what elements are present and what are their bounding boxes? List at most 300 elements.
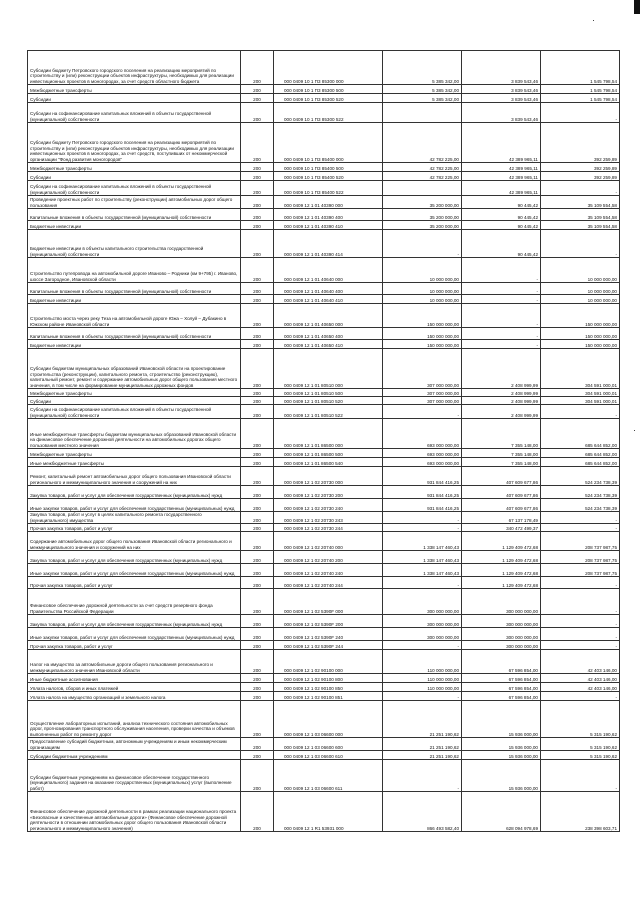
row-unexecuted-amount-cell: -: [541, 181, 620, 196]
row-executed-amount-cell: 90 445,42: [462, 221, 541, 230]
row-approved-amount-cell: 35 200 000,00: [383, 221, 462, 230]
row-executed-amount-cell: 407 609 677,86: [462, 486, 541, 499]
row-approved-amount-cell: 110 000 000,00: [383, 650, 462, 674]
row-executed-amount-cell: 1 129 409 472,68: [462, 564, 541, 577]
table-row: [28, 163, 620, 172]
row-name-cell: Субсидии на софинансирование капитальных вложений в объекты государственной (муниципальной) собственности: [28, 405, 241, 419]
row-executed-amount-cell: 7 355 148,00: [462, 449, 541, 458]
row-classification-code-cell: 000 0409 12 1 01 80510 000: [274, 349, 383, 389]
row-name-cell: Уплата налога на имущество организаций и земельного налога: [28, 692, 241, 701]
row-name-cell: Финансовое обеспечение дорожной деятельности в рамках реализации национального проекта «Безопасные и качественные автомобильные дороги» (Финансовое обеспечение дорожной деятельности в отношении автомобильных дорог общего пользования Ивановской области регионального и межмуниципального значения): [28, 792, 241, 832]
table-row: [28, 349, 620, 389]
row-unexecuted-amount-cell: 304 591 000,01: [541, 389, 620, 397]
row-approved-amount-cell: 150 000 000,00: [383, 340, 462, 349]
row-executed-amount-cell: -: [462, 283, 541, 295]
row-executed-amount-cell: 90 445,42: [462, 196, 541, 209]
row-classification-code-cell: 000 0409 12 1 02 90100 000: [274, 650, 383, 674]
row-classification-code-cell: 000 0409 12 1 02 20730 200: [274, 486, 383, 499]
row-executed-amount-cell: 300 000 000,00: [462, 615, 541, 628]
row-code-cell: 200: [241, 458, 274, 467]
row-name-cell: Иные межбюджетные трансферты бюджетам муниципальных образований Ивановской области на финансовое обеспечение дорожной деятельности на автомобильных дорогах общего пользования местного значения: [28, 419, 241, 449]
row-executed-amount-cell: 42 389 965,11: [462, 181, 541, 196]
row-code-cell: 200: [241, 449, 274, 458]
table-row: [28, 230, 620, 258]
row-name-cell: Финансовое обеспечение дорожной деятельности за счет средств резервного фонда Правительства Российской Федерации: [28, 589, 241, 615]
row-code-cell: 200: [241, 577, 274, 589]
table-row: [28, 532, 620, 551]
row-unexecuted-amount-cell: -: [541, 577, 620, 589]
row-executed-amount-cell: 7 355 148,00: [462, 458, 541, 467]
row-name-cell: Иные закупки товаров, работ и услуг для обеспечения государственных (муниципальных) нужд: [28, 628, 241, 641]
row-executed-amount-cell: 67 596 854,00: [462, 692, 541, 701]
row-name-cell: Предоставление субсидий бюджетным, автономным учреждениям и иным некоммерческим организациям: [28, 738, 241, 751]
row-classification-code-cell: 000 0409 12 1 02 20740 000: [274, 532, 383, 551]
row-unexecuted-amount-cell: 150 000 000,00: [541, 328, 620, 340]
row-approved-amount-cell: -: [383, 512, 462, 524]
row-executed-amount-cell: 67 596 854,00: [462, 674, 541, 683]
row-executed-amount-cell: 300 000 000,00: [462, 589, 541, 615]
row-code-cell: 200: [241, 512, 274, 524]
row-unexecuted-amount-cell: 304 591 000,01: [541, 349, 620, 389]
row-name-cell: Межбюджетные трансферты: [28, 449, 241, 458]
row-code-cell: 200: [241, 499, 274, 512]
row-code-cell: 200: [241, 123, 274, 163]
row-classification-code-cell: 000 0409 12 1 01 80510 520: [274, 397, 383, 405]
table-row: [28, 589, 620, 615]
row-classification-code-cell: 000 0409 10 1 П3 85400 000: [274, 123, 383, 163]
row-approved-amount-cell: 1 338 147 460,43: [383, 564, 462, 577]
table-row: [28, 512, 620, 524]
row-code-cell: 200: [241, 524, 274, 532]
row-executed-amount-cell: 67 596 854,00: [462, 683, 541, 692]
table-row: [28, 123, 620, 163]
row-executed-amount-cell: 3 839 543,46: [462, 51, 541, 85]
row-unexecuted-amount-cell: 685 644 852,00: [541, 458, 620, 467]
row-classification-code-cell: 000 0409 12 1 02 90100 851: [274, 692, 383, 701]
row-code-cell: 200: [241, 628, 274, 641]
row-code-cell: 200: [241, 589, 274, 615]
row-unexecuted-amount-cell: 42 403 146,00: [541, 674, 620, 683]
row-name-cell: Строительство моста через реку Теза на автомобильной дороге Южа – Холуй – Дубакино в Южском районе Ивановской области: [28, 304, 241, 328]
table-row: [28, 701, 620, 738]
row-name-cell: Субсидии бюджетным учреждениям: [28, 751, 241, 760]
row-code-cell: 200: [241, 196, 274, 209]
row-approved-amount-cell: 42 782 225,00: [383, 123, 462, 163]
row-approved-amount-cell: 10 000 000,00: [383, 258, 462, 283]
row-classification-code-cell: 000 0409 10 1 П3 85300 000: [274, 51, 383, 85]
row-name-cell: Уплата налогов, сборов и иных платежей: [28, 683, 241, 692]
row-approved-amount-cell: 307 000 000,00: [383, 389, 462, 397]
row-executed-amount-cell: -: [462, 295, 541, 304]
row-name-cell: Субсидии: [28, 172, 241, 181]
row-code-cell: 200: [241, 467, 274, 486]
row-unexecuted-amount-cell: 10 000 000,00: [541, 258, 620, 283]
row-approved-amount-cell: 150 000 000,00: [383, 328, 462, 340]
row-unexecuted-amount-cell: 685 644 852,00: [541, 419, 620, 449]
row-classification-code-cell: 000 0409 12 1 01 40650 410: [274, 340, 383, 349]
scan-speck: [634, 430, 635, 431]
row-executed-amount-cell: 15 936 000,00: [462, 738, 541, 751]
row-executed-amount-cell: -: [462, 304, 541, 328]
row-approved-amount-cell: 5 385 342,00: [383, 51, 462, 85]
row-code-cell: 200: [241, 751, 274, 760]
row-code-cell: 200: [241, 283, 274, 295]
row-unexecuted-amount-cell: 685 644 852,00: [541, 449, 620, 458]
row-unexecuted-amount-cell: 5 315 190,62: [541, 738, 620, 751]
row-approved-amount-cell: 931 844 416,25: [383, 486, 462, 499]
table-row: [28, 751, 620, 760]
row-executed-amount-cell: 15 936 000,00: [462, 751, 541, 760]
row-name-cell: Бюджетные инвестиции: [28, 340, 241, 349]
row-approved-amount-cell: -: [383, 230, 462, 258]
row-code-cell: 200: [241, 486, 274, 499]
row-approved-amount-cell: 21 251 190,62: [383, 701, 462, 738]
row-executed-amount-cell: 1 129 409 472,68: [462, 577, 541, 589]
row-code-cell: 200: [241, 389, 274, 397]
row-approved-amount-cell: 931 844 416,25: [383, 467, 462, 486]
row-code-cell: 200: [241, 349, 274, 389]
table-row: [28, 486, 620, 499]
row-executed-amount-cell: 42 389 965,11: [462, 172, 541, 181]
row-approved-amount-cell: 693 000 000,00: [383, 419, 462, 449]
row-executed-amount-cell: 2 408 999,99: [462, 397, 541, 405]
row-approved-amount-cell: 110 000 000,00: [383, 683, 462, 692]
row-executed-amount-cell: 407 609 677,86: [462, 467, 541, 486]
row-code-cell: 200: [241, 419, 274, 449]
row-classification-code-cell: 000 0409 10 1 П3 85300 522: [274, 103, 383, 123]
table-row: [28, 172, 620, 181]
row-classification-code-cell: 000 0409 12 1 03 06600 600: [274, 738, 383, 751]
row-classification-code-cell: 000 0409 12 1 01 86500 540: [274, 458, 383, 467]
row-name-cell: Субсидии бюджету Петровского городского поселения на реализацию мероприятий по строительству и (или) реконструкции объектов инфраструктуры, необходимых для реализации инвестиционных проектов в моногородах, за счет средств, поступивших от некоммерческой организации "Фонд развития моногородов": [28, 123, 241, 163]
row-unexecuted-amount-cell: 1 545 798,54: [541, 51, 620, 85]
row-unexecuted-amount-cell: 208 737 987,75: [541, 564, 620, 577]
row-name-cell: Иные закупки товаров, работ и услуг для обеспечения государственных (муниципальных) нужд: [28, 499, 241, 512]
row-code-cell: 200: [241, 328, 274, 340]
row-classification-code-cell: 000 0409 10 1 П3 85300 520: [274, 94, 383, 103]
row-classification-code-cell: 000 0409 12 1 01 40640 400: [274, 283, 383, 295]
row-classification-code-cell: 000 0409 12 1 02 5390F 200: [274, 615, 383, 628]
row-code-cell: 200: [241, 692, 274, 701]
row-name-cell: Прочая закупка товаров, работ и услуг: [28, 524, 241, 532]
table-row: [28, 51, 620, 85]
row-classification-code-cell: 000 0409 12 1 01 86500 000: [274, 419, 383, 449]
row-unexecuted-amount-cell: 10 000 000,00: [541, 283, 620, 295]
row-classification-code-cell: 000 0409 12 1 03 06600 000: [274, 701, 383, 738]
table-row: [28, 564, 620, 577]
row-name-cell: Бюджетные инвестиции в объекты капитального строительства государственной (муниципальной) собственности: [28, 230, 241, 258]
row-code-cell: 200: [241, 172, 274, 181]
row-name-cell: Бюджетные инвестиции: [28, 221, 241, 230]
row-executed-amount-cell: 3 839 543,46: [462, 103, 541, 123]
row-unexecuted-amount-cell: 150 000 000,00: [541, 304, 620, 328]
row-name-cell: Закупка товаров, работ и услуг для обеспечения государственных (муниципальных) нужд: [28, 551, 241, 564]
row-executed-amount-cell: 1 129 409 472,68: [462, 532, 541, 551]
row-classification-code-cell: 000 0409 12 1 02 20740 200: [274, 551, 383, 564]
table-row: [28, 551, 620, 564]
row-code-cell: 200: [241, 564, 274, 577]
row-name-cell: Субсидии: [28, 397, 241, 405]
row-unexecuted-amount-cell: -: [541, 512, 620, 524]
row-approved-amount-cell: 307 000 000,00: [383, 349, 462, 389]
row-classification-code-cell: 000 0409 10 1 П3 85400 500: [274, 163, 383, 172]
row-code-cell: 200: [241, 103, 274, 123]
row-code-cell: 200: [241, 532, 274, 551]
row-approved-amount-cell: 150 000 000,00: [383, 304, 462, 328]
row-code-cell: 200: [241, 701, 274, 738]
table-row: [28, 196, 620, 209]
row-approved-amount-cell: 35 200 000,00: [383, 196, 462, 209]
expenditure-table: [27, 50, 620, 832]
row-unexecuted-amount-cell: -: [541, 760, 620, 792]
row-approved-amount-cell: -: [383, 524, 462, 532]
row-name-cell: Субсидии на софинансирование капитальных вложений в объекты государственной (муниципальной) собственности: [28, 181, 241, 196]
row-executed-amount-cell: 300 000 000,00: [462, 641, 541, 650]
row-classification-code-cell: 000 0409 12 1 01 40390 400: [274, 209, 383, 221]
row-name-cell: Проведение проектных работ по строительству (реконструкции) автомобильных дорог общего пользования: [28, 196, 241, 209]
table-row: [28, 449, 620, 458]
row-approved-amount-cell: 931 844 416,25: [383, 499, 462, 512]
row-classification-code-cell: 000 0409 12 1 02 5390F 240: [274, 628, 383, 641]
row-classification-code-cell: 000 0409 12 1 03 06600 610: [274, 751, 383, 760]
table-row: [28, 738, 620, 751]
row-unexecuted-amount-cell: 392 259,89: [541, 123, 620, 163]
row-executed-amount-cell: 67 596 854,00: [462, 650, 541, 674]
row-classification-code-cell: 000 0409 12 1 01 40650 000: [274, 304, 383, 328]
row-code-cell: 200: [241, 340, 274, 349]
row-approved-amount-cell: -: [383, 692, 462, 701]
row-code-cell: 200: [241, 792, 274, 832]
table-row: [28, 85, 620, 94]
row-approved-amount-cell: -: [383, 577, 462, 589]
row-executed-amount-cell: 15 936 000,00: [462, 760, 541, 792]
row-unexecuted-amount-cell: 208 737 987,75: [541, 551, 620, 564]
row-name-cell: Межбюджетные трансферты: [28, 85, 241, 94]
table-row: [28, 209, 620, 221]
table-row: [28, 304, 620, 328]
row-executed-amount-cell: 7 355 148,00: [462, 419, 541, 449]
row-classification-code-cell: 000 0409 10 1 П3 85400 520: [274, 172, 383, 181]
row-classification-code-cell: 000 0409 12 1 02 20740 240: [274, 564, 383, 577]
row-executed-amount-cell: 42 389 965,11: [462, 123, 541, 163]
row-classification-code-cell: 000 0409 12 1 01 40640 000: [274, 258, 383, 283]
row-code-cell: 200: [241, 405, 274, 419]
row-executed-amount-cell: 90 445,42: [462, 209, 541, 221]
row-code-cell: 200: [241, 258, 274, 283]
table-row: [28, 397, 620, 405]
row-approved-amount-cell: -: [383, 405, 462, 419]
row-code-cell: 200: [241, 738, 274, 751]
row-approved-amount-cell: 866 493 582,40: [383, 792, 462, 832]
row-unexecuted-amount-cell: -: [541, 641, 620, 650]
row-approved-amount-cell: 5 385 342,00: [383, 94, 462, 103]
row-classification-code-cell: 000 0409 12 1 02 20730 000: [274, 467, 383, 486]
row-classification-code-cell: 000 0409 12 1 01 40390 414: [274, 230, 383, 258]
row-classification-code-cell: 000 0409 12 1 R1 53931 000: [274, 792, 383, 832]
row-name-cell: Иные бюджетные ассигнования: [28, 674, 241, 683]
row-executed-amount-cell: 3 839 543,46: [462, 94, 541, 103]
table-row: [28, 641, 620, 650]
row-code-cell: 200: [241, 94, 274, 103]
row-executed-amount-cell: 300 000 000,00: [462, 628, 541, 641]
row-executed-amount-cell: 42 389 965,11: [462, 163, 541, 172]
row-executed-amount-cell: 2 408 999,99: [462, 389, 541, 397]
row-executed-amount-cell: -: [462, 328, 541, 340]
row-code-cell: 200: [241, 163, 274, 172]
table-row: [28, 792, 620, 832]
row-classification-code-cell: 000 0409 12 1 02 5390F 000: [274, 589, 383, 615]
row-executed-amount-cell: 628 094 978,69: [462, 792, 541, 832]
row-name-cell: Субсидии на софинансирование капитальных вложений в объекты государственной (муниципальной) собственности: [28, 103, 241, 123]
row-classification-code-cell: 000 0409 12 1 01 40640 410: [274, 295, 383, 304]
row-executed-amount-cell: 3 839 543,46: [462, 85, 541, 94]
row-name-cell: Осуществление лабораторных испытаний, анализа технического состояния автомобильных дорог, прогнозирования транспортного обслуживания населения, проверки качества и объемов выполненных работ по ремонту дорог: [28, 701, 241, 738]
table-row: [28, 419, 620, 449]
row-approved-amount-cell: -: [383, 641, 462, 650]
row-unexecuted-amount-cell: -: [541, 230, 620, 258]
table-row: [28, 405, 620, 419]
row-code-cell: 200: [241, 85, 274, 94]
scan-speck: [593, 20, 594, 21]
table-row: [28, 683, 620, 692]
row-classification-code-cell: 000 0409 10 1 П3 85400 522: [274, 181, 383, 196]
row-approved-amount-cell: 307 000 000,00: [383, 397, 462, 405]
row-executed-amount-cell: 15 936 000,00: [462, 701, 541, 738]
row-name-cell: Субсидии бюджету Петровского городского поселения на реализацию мероприятий по строительству и (или) реконструкции объектов инфраструктуры, необходимых для реализации инвестиционных проектов в моногородах, за счет средств областного бюджета: [28, 51, 241, 85]
row-unexecuted-amount-cell: -: [541, 615, 620, 628]
row-name-cell: Бюджетные инвестиции: [28, 295, 241, 304]
row-code-cell: 200: [241, 51, 274, 85]
row-classification-code-cell: 000 0409 12 1 02 20730 240: [274, 499, 383, 512]
row-name-cell: Ремонт, капитальный ремонт автомобильных дорог общего пользования Ивановской области регионального и межмуниципального значения и сооружений на них: [28, 467, 241, 486]
row-unexecuted-amount-cell: -: [541, 405, 620, 419]
row-code-cell: 200: [241, 641, 274, 650]
table-row: [28, 692, 620, 701]
table-row: [28, 103, 620, 123]
row-approved-amount-cell: 10 000 000,00: [383, 295, 462, 304]
row-name-cell: Иные межбюджетные трансферты: [28, 458, 241, 467]
row-unexecuted-amount-cell: 35 109 554,58: [541, 221, 620, 230]
row-approved-amount-cell: 42 782 225,00: [383, 172, 462, 181]
row-name-cell: Строительство путепровода на автомобильной дороге Иваново – Родники (км 9+795) г. Иваново, шоссе Загородное, Ивановской области: [28, 258, 241, 283]
expenditure-table-body: [28, 51, 620, 832]
row-classification-code-cell: 000 0409 12 1 02 20730 243: [274, 512, 383, 524]
row-approved-amount-cell: 1 338 147 460,43: [383, 551, 462, 564]
row-name-cell: Капитальные вложения в объекты государственной (муниципальной) собственности: [28, 209, 241, 221]
row-unexecuted-amount-cell: 35 109 554,58: [541, 209, 620, 221]
budget-execution-sheet: [27, 50, 617, 832]
table-row: [28, 628, 620, 641]
row-unexecuted-amount-cell: 10 000 000,00: [541, 295, 620, 304]
row-classification-code-cell: 000 0409 12 1 01 40650 400: [274, 328, 383, 340]
table-row: [28, 615, 620, 628]
table-row: [28, 328, 620, 340]
row-unexecuted-amount-cell: 35 109 554,58: [541, 196, 620, 209]
row-classification-code-cell: 000 0409 10 1 П3 85300 500: [274, 85, 383, 94]
row-unexecuted-amount-cell: -: [541, 524, 620, 532]
row-code-cell: 200: [241, 683, 274, 692]
row-code-cell: 200: [241, 760, 274, 792]
row-approved-amount-cell: 110 000 000,00: [383, 674, 462, 683]
row-classification-code-cell: 000 0409 12 1 02 90100 850: [274, 683, 383, 692]
row-approved-amount-cell: 10 000 000,00: [383, 283, 462, 295]
row-approved-amount-cell: 693 000 000,00: [383, 449, 462, 458]
row-name-cell: Закупка товаров, работ и услуг в целях капитального ремонта государственного (муниципального) имущества: [28, 512, 241, 524]
table-row: [28, 221, 620, 230]
row-classification-code-cell: 000 0409 12 1 01 86500 500: [274, 449, 383, 458]
table-row: [28, 295, 620, 304]
row-unexecuted-amount-cell: 42 403 146,00: [541, 683, 620, 692]
row-executed-amount-cell: 340 472 499,37: [462, 524, 541, 532]
row-unexecuted-amount-cell: 150 000 000,00: [541, 340, 620, 349]
table-row: [28, 94, 620, 103]
row-name-cell: Налог на имущество за автомобильные дороги общего пользования регионального и межмуниципального значения Ивановской области: [28, 650, 241, 674]
row-classification-code-cell: 000 0409 12 1 01 40390 410: [274, 221, 383, 230]
row-code-cell: 200: [241, 674, 274, 683]
table-row: [28, 258, 620, 283]
row-unexecuted-amount-cell: 524 234 738,39: [541, 486, 620, 499]
row-unexecuted-amount-cell: 1 545 798,54: [541, 94, 620, 103]
table-row: [28, 577, 620, 589]
row-executed-amount-cell: 2 408 999,99: [462, 405, 541, 419]
row-executed-amount-cell: -: [462, 340, 541, 349]
row-classification-code-cell: 000 0409 12 1 02 90100 800: [274, 674, 383, 683]
row-executed-amount-cell: 407 609 677,86: [462, 499, 541, 512]
table-row: [28, 283, 620, 295]
row-code-cell: 200: [241, 230, 274, 258]
row-unexecuted-amount-cell: 524 234 738,39: [541, 499, 620, 512]
row-unexecuted-amount-cell: 208 737 987,75: [541, 532, 620, 551]
row-name-cell: Содержание автомобильных дорог общего пользования Ивановской области регионального и межмуниципального значения и сооружений на них: [28, 532, 241, 551]
row-code-cell: 200: [241, 181, 274, 196]
row-classification-code-cell: 000 0409 12 1 01 80510 500: [274, 389, 383, 397]
row-unexecuted-amount-cell: 392 259,89: [541, 172, 620, 181]
row-approved-amount-cell: 693 000 000,00: [383, 458, 462, 467]
row-unexecuted-amount-cell: -: [541, 628, 620, 641]
row-executed-amount-cell: -: [462, 258, 541, 283]
row-code-cell: 200: [241, 221, 274, 230]
table-row: [28, 467, 620, 486]
row-name-cell: Межбюджетные трансферты: [28, 389, 241, 397]
table-row: [28, 458, 620, 467]
row-name-cell: Закупка товаров, работ и услуг для обеспечения государственных (муниципальных) нужд: [28, 486, 241, 499]
row-executed-amount-cell: 2 408 999,99: [462, 349, 541, 389]
row-unexecuted-amount-cell: -: [541, 103, 620, 123]
row-code-cell: 200: [241, 397, 274, 405]
row-unexecuted-amount-cell: -: [541, 692, 620, 701]
row-classification-code-cell: 000 0409 12 1 01 80510 522: [274, 405, 383, 419]
row-classification-code-cell: 000 0409 12 1 02 5390F 244: [274, 641, 383, 650]
row-unexecuted-amount-cell: 524 234 738,39: [541, 467, 620, 486]
row-unexecuted-amount-cell: 5 315 190,62: [541, 701, 620, 738]
row-classification-code-cell: 000 0409 12 1 02 20740 244: [274, 577, 383, 589]
row-name-cell: Капитальные вложения в объекты государственной (муниципальной) собственности: [28, 328, 241, 340]
row-name-cell: Закупка товаров, работ и услуг для обеспечения государственных (муниципальных) нужд: [28, 615, 241, 628]
row-approved-amount-cell: -: [383, 760, 462, 792]
row-classification-code-cell: 000 0409 12 1 01 40390 000: [274, 196, 383, 209]
row-approved-amount-cell: 300 000 000,00: [383, 615, 462, 628]
row-approved-amount-cell: [383, 181, 462, 196]
row-code-cell: 200: [241, 209, 274, 221]
row-code-cell: 200: [241, 304, 274, 328]
table-row: [28, 181, 620, 196]
row-executed-amount-cell: 67 137 178,49: [462, 512, 541, 524]
row-classification-code-cell: 000 0409 12 1 03 06600 611: [274, 760, 383, 792]
row-code-cell: 200: [241, 551, 274, 564]
row-name-cell: Субсидии бюджетным учреждениям на финансовое обеспечение государственного (муниципального) задания на оказание государственных (муниципальных) услуг (выполнение работ): [28, 760, 241, 792]
row-code-cell: 200: [241, 650, 274, 674]
row-name-cell: Субсидии бюджетам муниципальных образований Ивановской области на проектирование строительства (реконструкции), капитального ремонта, строительство (реконструкцию), капитальный ремонт, ремонт и содержание автомобильных дорог общего пользования местного значения, в том числе на формирование муниципальных дорожных фондов: [28, 349, 241, 389]
